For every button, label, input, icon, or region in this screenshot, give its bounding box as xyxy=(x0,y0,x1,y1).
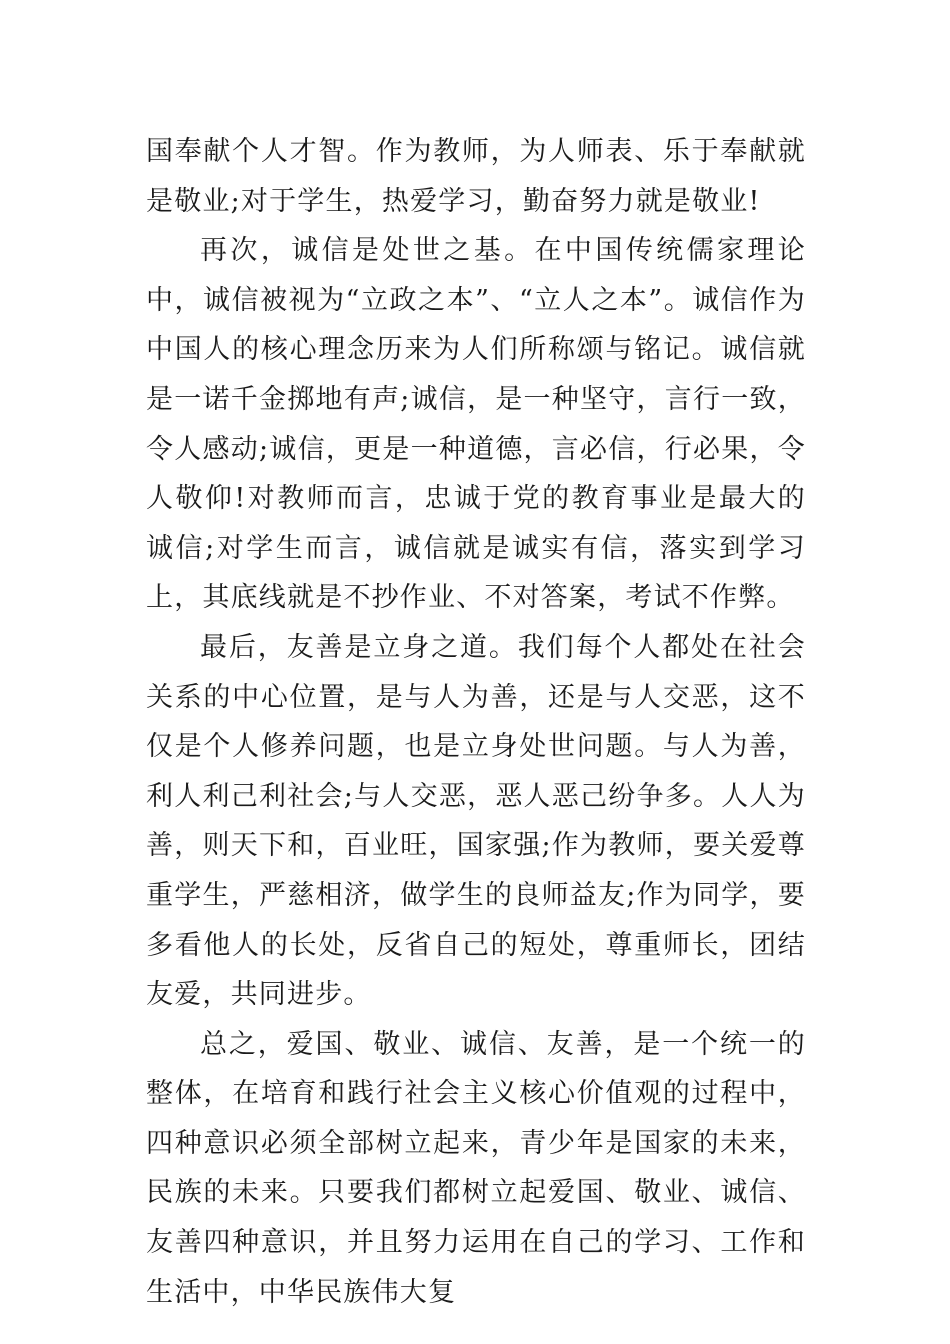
paragraph-4: 总之，爱国、敬业、诚信、友善，是一个统一的整体，在培育和践行社会主义核心价值观的过程中，四种意识必须全部树立起来，青少年是国家的未来，民族的未来。只要我们都树立起爱国、敬业、诚信、友善四种意识，并且努力运用在自己的学习、工作和生活中，中华民族伟大复 xyxy=(146,1028,806,1308)
body-text xyxy=(146,127,806,1317)
paragraph-1: 国奉献个人才智。作为教师，为人师表、乐于奉献就是敬业;对于学生，热爱学习，勤奋努力就是敬业! xyxy=(146,136,806,217)
paragraph-2: 再次，诚信是处世之基。在中国传统儒家理论中，诚信被视为“立政之本”、“立人之本”。诚信作为中国人的核心理念历来为人们所称颂与铭记。诚信就是一诺千金掷地有声;诚信，是一种坚守，言行一致，令人感动;诚信，更是一种道德，言必信，行必果，令人敬仰!对教师而言，忠诚于党的教育事业是最大的诚信;对学生而言，诚信就是诚实有信，落实到学习上，其底线就是不抄作业、不对答案，考试不作弊。 xyxy=(146,235,806,614)
paragraph-3: 最后，友善是立身之道。我们每个人都处在社会关系的中心位置，是与人为善，还是与人交恶，这不仅是个人修养问题，也是立身处世问题。与人为善，利人利己利社会;与人交恶，恶人恶己纷争多。人人为善，则天下和，百业旺，国家强;作为教师，要关爱尊重学生，严慈相济，做学生的良师益友;作为同学，要多看他人的长处，反省自己的短处，尊重师长，团结友爱，共同进步。 xyxy=(146,631,806,1011)
